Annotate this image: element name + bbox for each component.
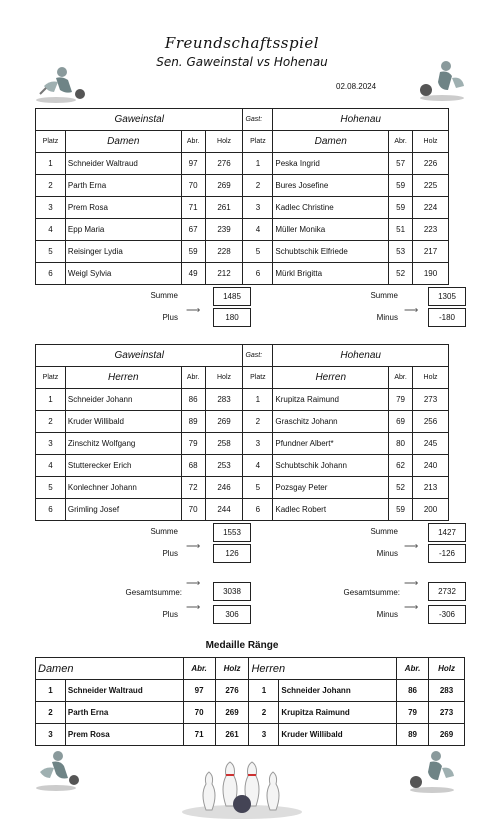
bowler-icon bbox=[30, 748, 86, 792]
arrow-right-icon: ⟶ bbox=[186, 305, 201, 316]
col-abr: Abr. bbox=[389, 367, 413, 389]
col-platz: Platz bbox=[243, 367, 273, 389]
col-holz: Holz bbox=[215, 658, 249, 680]
medaille-table bbox=[35, 657, 465, 746]
herren-away-summe: 1427 bbox=[428, 523, 466, 542]
arrow-right-icon: ⟶ bbox=[404, 578, 419, 589]
table-row: 5 Konlechner Johann 72 246 5 Pozsgay Peter 52 213 bbox=[36, 477, 449, 499]
plus-label: Plus bbox=[162, 549, 178, 558]
col-holz: Holz bbox=[429, 658, 465, 680]
table-row: 1 Schneider Waltraud 97 276 1 Schneider Johann 86 283 bbox=[36, 680, 465, 702]
match-subtitle: Sen. Gaweinstal vs Hohenau bbox=[156, 55, 328, 69]
table-row: 3 Prem Rosa 71 261 3 Kadlec Christine 59 224 bbox=[36, 197, 449, 219]
medaille-title: Medaille Ränge bbox=[205, 640, 279, 651]
summe-label: Summe bbox=[370, 291, 398, 300]
table-row: 1 Schneider Johann 86 283 1 Krupitza Raimund 79 273 bbox=[36, 389, 449, 411]
damen-home-plus: 180 bbox=[213, 308, 251, 327]
gesamt-home-plus: 306 bbox=[213, 605, 251, 624]
herren-home-summe: 1553 bbox=[213, 523, 251, 542]
away-team-header: Hohenau bbox=[273, 345, 449, 367]
gesamtsumme-label: Gesamtsumme: bbox=[125, 588, 182, 597]
col-abr: Abr. bbox=[181, 131, 205, 153]
col-abr: Abr. bbox=[397, 658, 429, 680]
arrow-right-icon: ⟶ bbox=[186, 541, 201, 552]
gesamt-away-summe: 2732 bbox=[428, 582, 466, 601]
plus-label: Plus bbox=[162, 313, 178, 322]
medaille-damen-header: Damen bbox=[36, 658, 184, 680]
table-row: 6 Weigl Sylvia 49 212 6 Mürkl Brigitta 52 190 bbox=[36, 263, 449, 285]
minus-label: Minus bbox=[376, 549, 398, 558]
damen-home-summe: 1485 bbox=[213, 287, 251, 306]
gast-label: Gast: bbox=[243, 109, 273, 131]
gesamtsumme-label: Gesamtsumme: bbox=[343, 588, 400, 597]
home-team-header: Gaweinstal bbox=[36, 109, 243, 131]
herren-table bbox=[35, 344, 449, 521]
arrow-right-icon: ⟶ bbox=[404, 305, 419, 316]
herren-away-minus: -126 bbox=[428, 544, 466, 563]
table-row: 4 Stutterecker Erich 68 253 4 Schubtschik Johann 62 240 bbox=[36, 455, 449, 477]
col-platz: Platz bbox=[36, 367, 66, 389]
arrow-right-icon: ⟶ bbox=[404, 541, 419, 552]
col-herren: Herren bbox=[273, 367, 389, 389]
match-date: 02.08.2024 bbox=[336, 82, 377, 91]
table-row: 5 Reisinger Lydia 59 228 5 Schubtschik Elfriede 53 217 bbox=[36, 241, 449, 263]
away-team-header: Hohenau bbox=[273, 109, 449, 131]
table-row: 3 Zinschitz Wolfgang 79 258 3 Pfundner Albert* 80 245 bbox=[36, 433, 449, 455]
col-holz: Holz bbox=[205, 131, 243, 153]
bowler-icon bbox=[410, 58, 472, 102]
summe-label: Summe bbox=[370, 527, 398, 536]
damen-away-summe: 1305 bbox=[428, 287, 466, 306]
summe-label: Summe bbox=[150, 527, 178, 536]
col-holz: Holz bbox=[413, 367, 449, 389]
col-abr: Abr. bbox=[389, 131, 413, 153]
plus-label: Plus bbox=[162, 610, 178, 619]
summe-label: Summe bbox=[150, 291, 178, 300]
bowler-icon bbox=[32, 64, 94, 104]
gesamt-away-minus: -306 bbox=[428, 605, 466, 624]
table-row: 4 Epp Maria 67 239 4 Müller Monika 51 223 bbox=[36, 219, 449, 241]
bowler-icon bbox=[402, 748, 460, 794]
gast-label: Gast: bbox=[243, 345, 273, 367]
col-holz: Holz bbox=[413, 131, 449, 153]
col-abr: Abr. bbox=[183, 658, 215, 680]
col-holz: Holz bbox=[205, 367, 243, 389]
col-abr: Abr. bbox=[181, 367, 205, 389]
arrow-right-icon: ⟶ bbox=[186, 602, 201, 613]
page-title: Freundschaftsspiel bbox=[164, 34, 320, 52]
table-row: 3 Prem Rosa 71 261 3 Kruder Willibald 89 269 bbox=[36, 724, 465, 746]
herren-home-plus: 126 bbox=[213, 544, 251, 563]
medaille-herren-header: Herren bbox=[249, 658, 397, 680]
col-damen: Damen bbox=[273, 131, 389, 153]
col-damen: Damen bbox=[65, 131, 181, 153]
home-team-header: Gaweinstal bbox=[36, 345, 243, 367]
table-row: 2 Parth Erna 70 269 2 Krupitza Raimund 79 273 bbox=[36, 702, 465, 724]
table-row: 2 Parth Erna 70 269 2 Bures Josefine 59 225 bbox=[36, 175, 449, 197]
table-row: 1 Schneider Waltraud 97 276 1 Peska Ingrid 57 226 bbox=[36, 153, 449, 175]
arrow-right-icon: ⟶ bbox=[404, 602, 419, 613]
col-herren: Herren bbox=[65, 367, 181, 389]
col-platz: Platz bbox=[243, 131, 273, 153]
damen-away-minus: -180 bbox=[428, 308, 466, 327]
col-platz: Platz bbox=[36, 131, 66, 153]
minus-label: Minus bbox=[376, 610, 398, 619]
bowling-pins-icon bbox=[176, 754, 308, 820]
table-row: 6 Grimling Josef 70 244 6 Kadlec Robert 59 200 bbox=[36, 499, 449, 521]
table-row: 2 Kruder Willibald 89 269 2 Graschitz Johann 69 256 bbox=[36, 411, 449, 433]
damen-table bbox=[35, 108, 449, 285]
arrow-right-icon: ⟶ bbox=[186, 578, 201, 589]
minus-label: Minus bbox=[376, 313, 398, 322]
gesamt-home-summe: 3038 bbox=[213, 582, 251, 601]
